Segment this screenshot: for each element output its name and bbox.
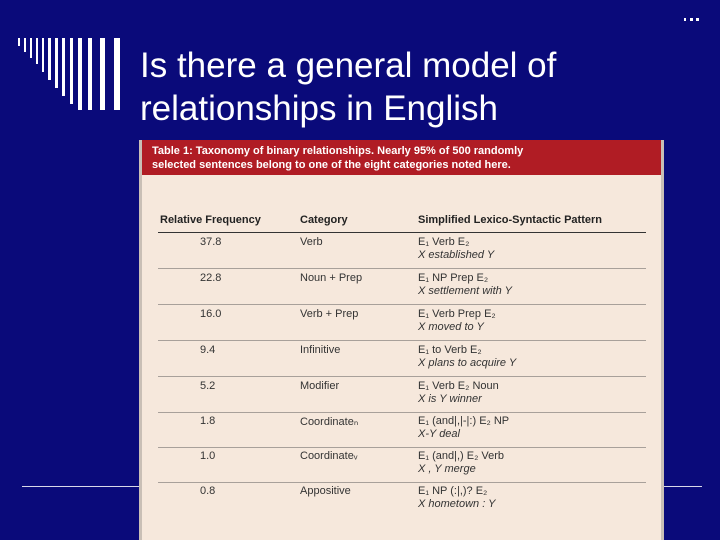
table-row [158, 447, 646, 483]
pattern-text: E₁ (and|,) E₂ Verb [418, 450, 505, 462]
table-caption-line-2: selected sentences belong to one of the eight categories noted here. [152, 159, 511, 171]
header-relative-frequency: Relative Frequency [160, 214, 261, 226]
table-row [158, 269, 646, 305]
slide-title-line-1: Is there a general model of [140, 46, 557, 85]
table-row [158, 233, 646, 269]
pattern-text: E₁ Verb Prep E₂ [418, 308, 496, 320]
header-category: Category [300, 214, 348, 226]
row-category: Appositive [300, 485, 351, 497]
row-pattern [418, 308, 496, 334]
pattern-text: E₁ NP (:|,)? E₂ [418, 485, 488, 497]
row-category: Modifier [300, 380, 340, 392]
row-frequency: 22.8 [200, 272, 222, 284]
table-row [158, 482, 646, 517]
row-frequency: 1.8 [200, 415, 216, 427]
table-caption [142, 140, 661, 175]
pattern-example: X plans to acquire Y [418, 357, 517, 369]
pattern-text: E₁ NP Prep E₂ [418, 272, 489, 284]
slide-title-line-2: relationships in English [140, 89, 498, 128]
table-row [158, 412, 646, 448]
row-pattern [418, 415, 509, 441]
table-row [158, 377, 646, 413]
row-category: Infinitive [300, 344, 341, 356]
row-category: Noun + Prep [300, 272, 363, 284]
slide-title [140, 44, 700, 130]
taxonomy-table-image [139, 140, 664, 540]
pattern-text: E₁ to Verb E₂ [418, 344, 482, 356]
row-pattern [418, 380, 499, 406]
pattern-text: E₁ (and|,|-|:) E₂ NP [418, 415, 510, 427]
pattern-example: X hometown : Y [418, 498, 496, 510]
table-header [158, 214, 646, 233]
row-frequency: 0.8 [200, 485, 216, 497]
pattern-example: X is Y winner [418, 393, 482, 405]
pattern-example: X moved to Y [418, 321, 484, 333]
row-frequency: 16.0 [200, 308, 222, 320]
row-pattern [418, 450, 504, 476]
row-frequency: 5.2 [200, 380, 216, 392]
row-pattern [418, 272, 512, 298]
header-pattern: Simplified Lexico-Syntactic Pattern [418, 214, 602, 226]
row-pattern [418, 485, 495, 511]
row-category: Coordinateₙ [300, 416, 359, 428]
table-row [158, 305, 646, 341]
row-category: Verb + Prep [300, 308, 359, 320]
row-category: Coordinateᵥ [300, 450, 358, 462]
row-pattern [418, 344, 516, 370]
row-frequency: 1.0 [200, 450, 216, 462]
table-row [158, 341, 646, 377]
row-frequency: 37.8 [200, 236, 222, 248]
pattern-example: X-Y deal [418, 428, 460, 440]
row-pattern [418, 236, 494, 262]
table-caption-line-1: Table 1: Taxonomy of binary relationships. Nearly 95% of 500 randomly [152, 145, 524, 157]
row-frequency: 9.4 [200, 344, 216, 356]
row-category: Verb [300, 236, 323, 248]
pattern-text: E₁ Verb E₂ Noun [418, 380, 499, 392]
pattern-example: X established Y [418, 249, 495, 261]
pattern-example: X settlement with Y [418, 285, 512, 297]
pattern-example: X , Y merge [418, 463, 476, 475]
pattern-text: E₁ Verb E₂ [418, 236, 470, 248]
